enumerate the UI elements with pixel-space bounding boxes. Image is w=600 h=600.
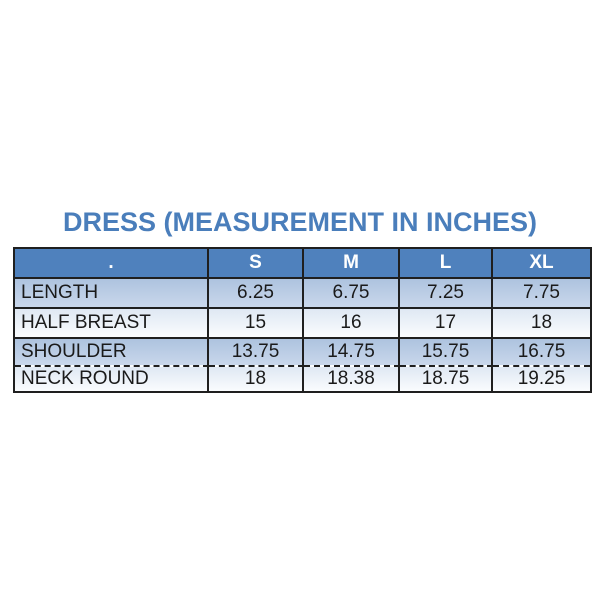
measurement-cell: 7.25 — [400, 279, 493, 309]
header-cell-size-l: L — [400, 249, 493, 279]
measurement-cell: 18.38 — [304, 365, 400, 391]
row-label-cell: NECK ROUND — [15, 365, 209, 391]
header-cell-size-s: S — [209, 249, 304, 279]
measurement-cell: 6.75 — [304, 279, 400, 309]
row-label-cell: LENGTH — [15, 279, 209, 309]
header-cell-measurement: . — [15, 249, 209, 279]
table-row-shoulder — [15, 339, 590, 365]
table-row-length — [15, 279, 590, 309]
measurement-cell: 16.75 — [493, 339, 590, 365]
measurement-cell: 18 — [493, 309, 590, 339]
measurement-cell: 17 — [400, 309, 493, 339]
measurement-cell: 6.25 — [209, 279, 304, 309]
measurement-cell: 15 — [209, 309, 304, 339]
header-cell-size-m: M — [304, 249, 400, 279]
measurement-cell: 16 — [304, 309, 400, 339]
header-row — [15, 249, 590, 279]
measurement-cell: 15.75 — [400, 339, 493, 365]
size-chart-title: DRESS (MEASUREMENT IN INCHES) — [62, 207, 538, 237]
row-label-cell: HALF BREAST — [15, 309, 209, 339]
measurement-cell: 18 — [209, 365, 304, 391]
table-row-neck-round — [15, 365, 590, 391]
measurement-cell: 18.75 — [400, 365, 493, 391]
measurement-cell: 14.75 — [304, 339, 400, 365]
table-row-half-breast — [15, 309, 590, 339]
measurement-cell: 13.75 — [209, 339, 304, 365]
size-chart-table — [13, 247, 592, 393]
measurement-cell: 7.75 — [493, 279, 590, 309]
measurement-cell: 19.25 — [493, 365, 590, 391]
row-label-cell: SHOULDER — [15, 339, 209, 365]
header-cell-size-xl: XL — [493, 249, 590, 279]
